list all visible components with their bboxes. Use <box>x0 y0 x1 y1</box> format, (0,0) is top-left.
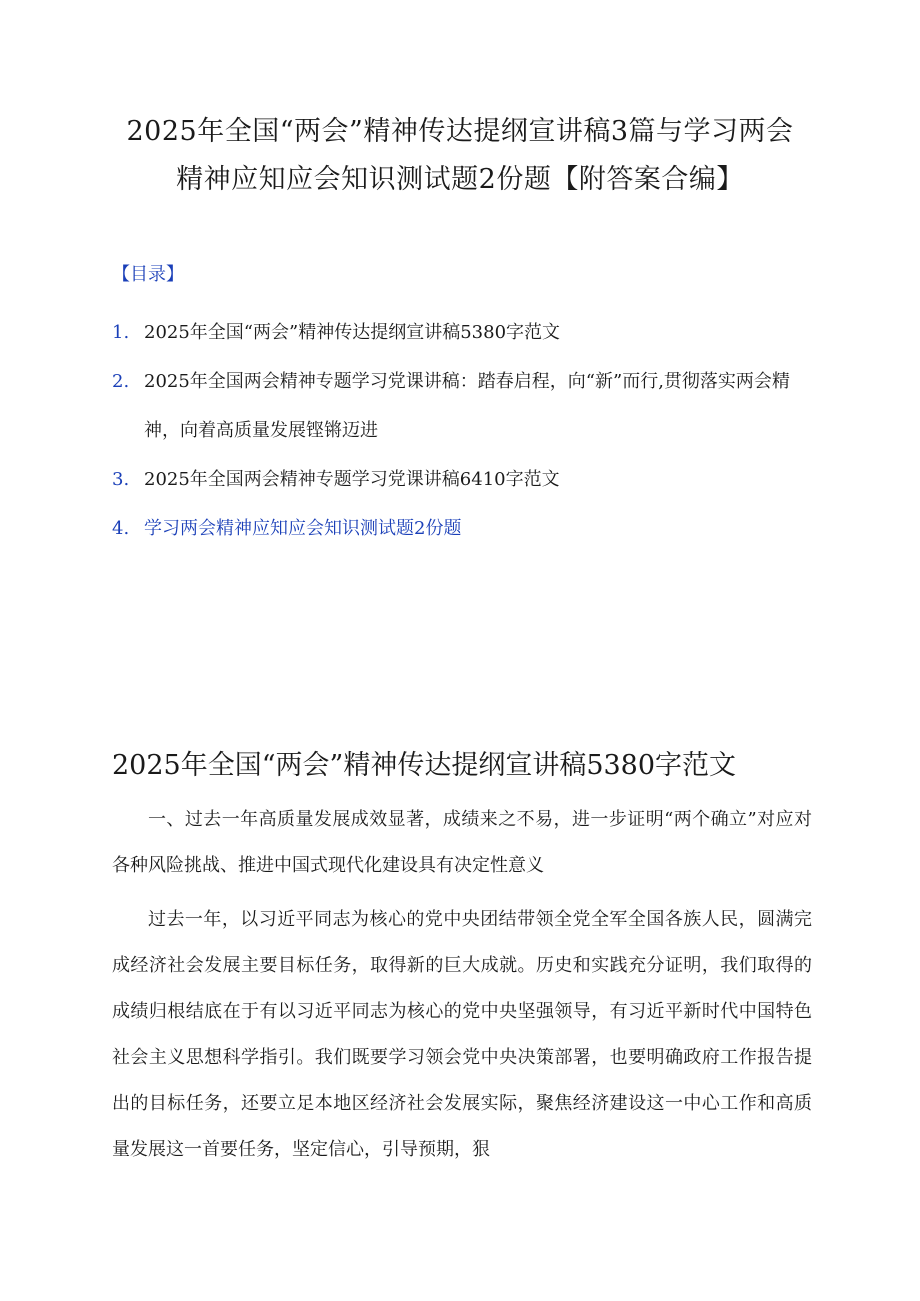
toc-item-link-text[interactable]: 学习两会精神应知应会知识测试题2份题 <box>144 518 462 539</box>
toc-item-text: 2025年全国两会精神专题学习党课讲稿6410字范文 <box>144 469 560 490</box>
toc-item-4[interactable] <box>112 504 812 553</box>
section-body <box>112 797 812 1173</box>
toc-item-number: 1. <box>112 322 130 343</box>
toc-item-number: 4. <box>112 518 130 539</box>
toc-heading: 【目录】 <box>112 264 184 285</box>
document-title <box>100 108 820 204</box>
toc-item-2[interactable] <box>112 357 812 455</box>
toc-item-3[interactable] <box>112 455 812 504</box>
toc-item-1[interactable] <box>112 308 812 357</box>
table-of-contents <box>112 308 812 553</box>
document-title-line-2: 精神应知应会知识测试题2份题【附答案合编】 <box>176 164 744 195</box>
toc-item-text: 2025年全国两会精神专题学习党课讲稿：踏春启程，向“新”而行,贯彻落实两会精神，向着高质量发展铿锵迈进 <box>144 371 790 441</box>
section-title: 2025年全国“两会”精神传达提纲宣讲稿5380字范文 <box>112 750 737 781</box>
document-title-line-1: 2025年全国“两会”精神传达提纲宣讲稿3篇与学习两会 <box>126 116 794 147</box>
body-paragraph-1: 一、过去一年高质量发展成效显著，成绩来之不易，进一步证明“两个确立”对应对各种风险挑战、推进中国式现代化建设具有决定性意义 <box>112 809 812 876</box>
toc-item-number: 3. <box>112 469 130 490</box>
toc-item-number: 2. <box>112 371 130 392</box>
body-paragraph-2: 过去一年，以习近平同志为核心的党中央团结带领全党全军全国各族人民，圆满完成经济社会发展主要目标任务，取得新的巨大成就。历史和实践充分证明，我们取得的成绩归根结底在于有以习近平同志为核心的党中央坚强领导，有习近平新时代中国特色社会主义思想科学指引。我们既要学习领会党中央决策部署，也要明确政府工作报告提出的目标任务，还要立足本地区经济社会发展实际，聚焦经济建设这一中心工作和高质量发展这一首要任务，坚定信心，引导预期，狠 <box>112 909 812 1160</box>
toc-item-text: 2025年全国“两会”精神传达提纲宣讲稿5380字范文 <box>144 322 561 343</box>
